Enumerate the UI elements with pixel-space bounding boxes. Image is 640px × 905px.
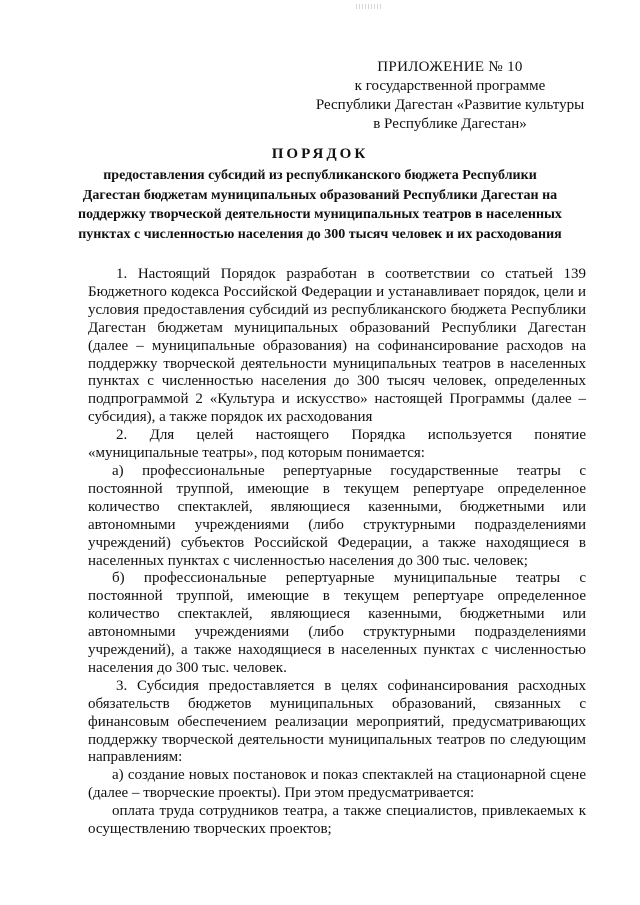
- annex-header: [290, 58, 610, 134]
- annex-line-2: Республики Дагестан «Развитие культуры: [315, 97, 585, 113]
- paragraph-2: 2. Для целей настоящего Порядка используется понятие «муниципальные театры», под которым понимается:: [88, 427, 586, 462]
- paragraph-3: 3. Субсидия предоставляется в целях софинансирования расходных обязательств бюджетов муниципальных образований, связанных с финансовым обеспечением реализации мероприятий, предусматривающих поддержку творческой деятельности муниципальных театров по следующим направлениям:: [88, 677, 586, 766]
- document-body: [88, 266, 586, 839]
- paragraph-3a-item: оплата труда сотрудников театра, а также специалистов, привлекаемых к осуществлению творческих проектов;: [88, 803, 586, 838]
- document-title: ПОРЯДОК: [271, 146, 369, 162]
- annex-number: ПРИЛОЖЕНИЕ № 10: [377, 59, 523, 75]
- scan-artifact: [356, 4, 382, 9]
- annex-line-3: в Республике Дагестан»: [373, 116, 527, 132]
- annex-line-1: к государственной программе: [354, 78, 546, 94]
- paragraph-1: 1. Настоящий Порядок разработан в соответствии со статьей 139 Бюджетного кодекса Российской Федерации и устанавливает порядок, цели и условия предоставления субсидий из республиканского бюджета Республики Дагестан бюджетам муниципальных образований Республики Дагестан (далее – муниципальные образования) на софинансирование расходов на поддержку творческой деятельности муниципальных театров в населенных пунктах с численностью населения до 300 тысяч человек, определенных подпрограммой 2 «Культура и искусство» настоящей Программы (далее – субсидия), а также порядок их расходования: [88, 266, 586, 426]
- paragraph-3a: а) создание новых постановок и показ спектаклей на стационарной сцене (далее – творческие проекты). При этом предусматривается:: [88, 767, 586, 802]
- paragraph-2a: а) профессиональные репертуарные государственные театры с постоянной труппой, имеющие в текущем репертуаре определенное количество спектаклей, являющиеся казенными, бюджетными или автономными учреждениями (либо структурными подразделениями учреждений) субъектов Российской Федерации, а также находящиеся в населенных пунктах с численностью населения до 300 тыс. человек;: [88, 462, 586, 569]
- paragraph-2b: б) профессиональные репертуарные муниципальные театры с постоянной труппой, имеющие в текущем репертуаре определенное количество спектаклей, являющиеся казенными, бюджетными или автономными учреждениями (либо структурными подразделениями учреждений), а также находящиеся в населенных пунктах с численностью населения до 300 тыс. человек.: [88, 570, 586, 676]
- document-subtitle: предоставления субсидий из республиканского бюджета Республики Дагестан бюджетам муниципальных образований Республики Дагестан на поддержку творческой деятельности муниципальных театров в населенных пунктах с численностью населения до 300 тысяч человек и их расходования: [78, 168, 562, 242]
